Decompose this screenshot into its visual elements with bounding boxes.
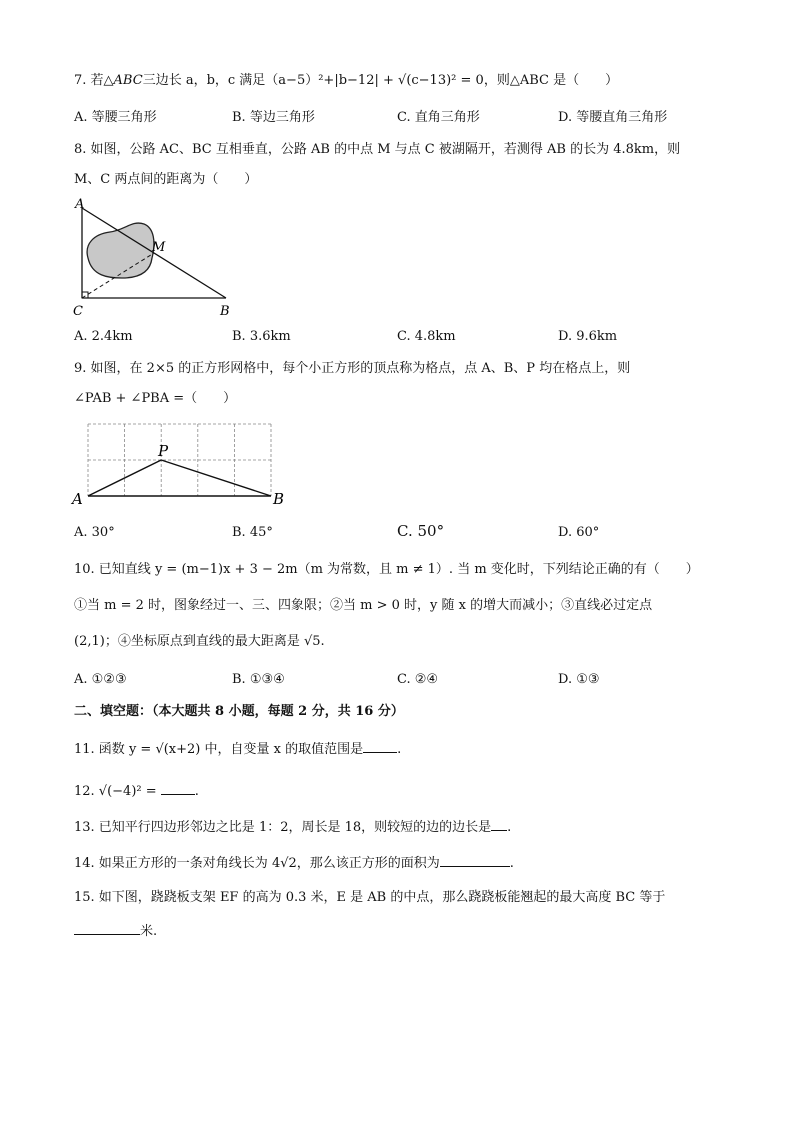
label-b: B bbox=[220, 304, 230, 319]
q7-option-c[interactable]: C. 直角三角形 bbox=[397, 110, 480, 125]
q9-figure bbox=[70, 416, 295, 510]
q8-option-d[interactable]: D. 9.6km bbox=[558, 329, 618, 344]
q7-abs: |b−12| bbox=[334, 73, 379, 88]
q13 bbox=[74, 817, 511, 837]
q11-answer-blank[interactable] bbox=[363, 739, 397, 753]
q12-text: 12. √(−4)² = bbox=[74, 784, 157, 799]
q12-end: . bbox=[194, 784, 199, 799]
label-p: P bbox=[158, 442, 169, 460]
q10-option-d[interactable]: D. ①③ bbox=[558, 672, 600, 687]
grid-lines bbox=[88, 424, 271, 496]
q8-figure bbox=[70, 196, 240, 320]
q10-option-b[interactable]: B. ①③④ bbox=[232, 672, 285, 687]
q7-suffix: = 0，则△ABC 是（ ） bbox=[456, 73, 619, 88]
q9-option-b[interactable]: B. 45° bbox=[232, 525, 273, 540]
q13-text: 13. 已知平行四边形邻边之比是 1：2，周长是 18，则较短的边的边长是 bbox=[74, 820, 492, 835]
q9-line2: ∠PAB + ∠PBA =（ ） bbox=[74, 391, 237, 406]
q10-option-a[interactable]: A. ①②③ bbox=[74, 672, 127, 687]
q7-stem bbox=[74, 72, 618, 90]
lake-shape bbox=[87, 223, 154, 278]
q15-answer-blank[interactable] bbox=[74, 921, 140, 935]
label-a: A bbox=[72, 490, 83, 508]
q10-line2: ①当 m = 2 时，图象经过一、三、四象限；②当 m > 0 时，y 随 x 的增大而减小；③直线必过定点 bbox=[74, 598, 653, 613]
q15-end: 米. bbox=[140, 924, 158, 939]
q12-answer-blank[interactable] bbox=[161, 781, 195, 795]
q14-end: . bbox=[509, 856, 514, 871]
q12 bbox=[74, 781, 199, 801]
q11-end: . bbox=[397, 742, 402, 757]
q15-line2 bbox=[74, 921, 157, 941]
q13-end: . bbox=[507, 820, 512, 835]
q10-line1: 10. 已知直线 y = (m−1)x + 3 − 2m（m 为常数，且 m ≠ 1）. 当 m 变化时，下列结论正确的有（ ） bbox=[74, 562, 699, 577]
q14-text: 14. 如果正方形的一条对角线长为 4√2，那么该正方形的面积为 bbox=[74, 856, 440, 871]
q7-sqrt: √(c−13)² bbox=[398, 73, 457, 88]
label-a: A bbox=[75, 197, 85, 212]
q14-answer-blank[interactable] bbox=[440, 853, 510, 867]
q7-option-a[interactable]: A. 等腰三角形 bbox=[74, 110, 157, 125]
q7-prefix: 7. 若 bbox=[74, 73, 104, 88]
label-m: M bbox=[152, 240, 166, 255]
q11 bbox=[74, 739, 401, 759]
q7-option-b[interactable]: B. 等边三角形 bbox=[232, 110, 315, 125]
q9-option-a[interactable]: A. 30° bbox=[74, 525, 115, 540]
label-c: C bbox=[73, 304, 83, 319]
q15-line1: 15. 如下图，跷跷板支架 EF 的高为 0.3 米，E 是 AB 的中点，那么跷跷板能翘起的最大高度 BC 等于 bbox=[74, 890, 666, 905]
q10-line3: (2,1)；④坐标原点到直线的最大距离是 √5. bbox=[74, 634, 325, 649]
q9-option-c[interactable]: C. 50° bbox=[397, 522, 445, 540]
section-heading: 二、填空题：（本大题共 8 小题，每题 2 分，共 16 分） bbox=[74, 704, 404, 719]
q10-option-c[interactable]: C. ②④ bbox=[397, 672, 439, 687]
label-b: B bbox=[273, 490, 285, 508]
q8-option-c[interactable]: C. 4.8km bbox=[397, 329, 456, 344]
q7-option-d[interactable]: D. 等腰直角三角形 bbox=[558, 110, 668, 125]
q11-text: 11. 函数 y = √(x+2) 中，自变量 x 的取值范围是 bbox=[74, 742, 364, 757]
q8-line2: M、C 两点间的距离为（ ） bbox=[74, 172, 258, 187]
q7-plus: + bbox=[378, 73, 399, 88]
q14 bbox=[74, 853, 514, 873]
q8-option-b[interactable]: B. 3.6km bbox=[232, 329, 291, 344]
q13-answer-blank[interactable] bbox=[491, 817, 507, 831]
q9-option-d[interactable]: D. 60° bbox=[558, 525, 600, 540]
q7-triangle: △ABC bbox=[103, 73, 143, 88]
q9-line1: 9. 如图，在 2×5 的正方形网格中，每个小正方形的顶点称为格点，点 A、B、P 均在格点上，则 bbox=[74, 361, 631, 376]
q8-line1: 8. 如图，公路 AC、BC 互相垂直，公路 AB 的中点 M 与点 C 被湖隔开，若测得 AB 的长为 4.8km，则 bbox=[74, 142, 681, 157]
segment-pb bbox=[161, 460, 271, 496]
q8-option-a[interactable]: A. 2.4km bbox=[74, 329, 133, 344]
q7-mid: 三边长 a，b，c 满足（a−5）²+ bbox=[142, 73, 335, 88]
